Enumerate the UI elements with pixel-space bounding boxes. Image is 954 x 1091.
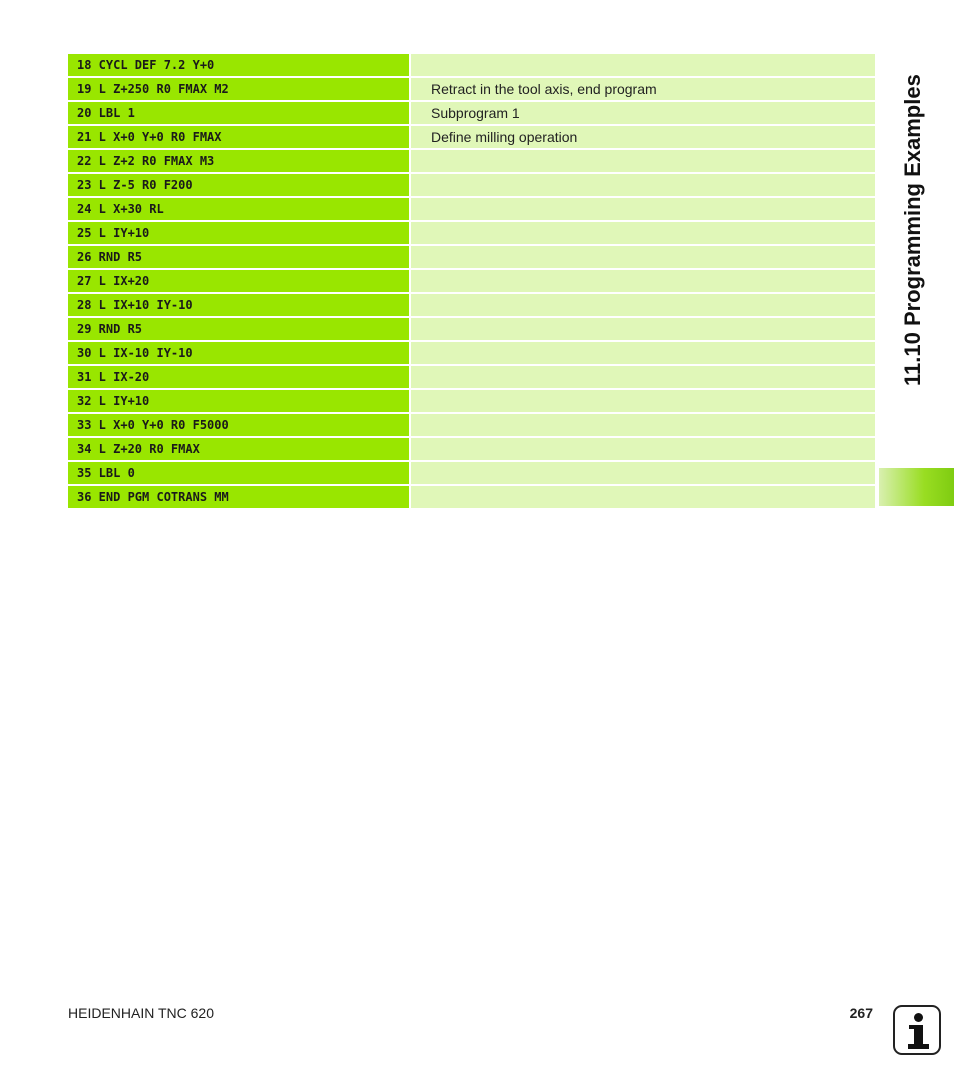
nc-code-cell: 36 END PGM COTRANS MM bbox=[68, 486, 409, 508]
table-row bbox=[68, 390, 875, 412]
table-row bbox=[68, 78, 875, 100]
description-cell bbox=[411, 342, 875, 364]
program-table bbox=[68, 54, 875, 510]
table-row bbox=[68, 54, 875, 76]
nc-code-cell: 26 RND R5 bbox=[68, 246, 409, 268]
table-row bbox=[68, 294, 875, 316]
table-row bbox=[68, 102, 875, 124]
description-cell bbox=[411, 198, 875, 220]
nc-code-cell: 30 L IX-10 IY-10 bbox=[68, 342, 409, 364]
nc-code-cell: 23 L Z-5 R0 F200 bbox=[68, 174, 409, 196]
nc-code-cell: 33 L X+0 Y+0 R0 F5000 bbox=[68, 414, 409, 436]
table-row bbox=[68, 270, 875, 292]
table-row bbox=[68, 318, 875, 340]
description-cell bbox=[411, 270, 875, 292]
description-cell: Retract in the tool axis, end program bbox=[411, 78, 875, 100]
description-cell bbox=[411, 366, 875, 388]
nc-code-cell: 31 L IX-20 bbox=[68, 366, 409, 388]
table-row bbox=[68, 342, 875, 364]
nc-code-cell: 32 L IY+10 bbox=[68, 390, 409, 412]
description-cell bbox=[411, 414, 875, 436]
description-cell: Define milling operation bbox=[411, 126, 875, 148]
nc-code-cell: 28 L IX+10 IY-10 bbox=[68, 294, 409, 316]
description-cell bbox=[411, 438, 875, 460]
description-cell bbox=[411, 390, 875, 412]
info-icon bbox=[893, 1005, 941, 1055]
nc-code-cell: 22 L Z+2 R0 FMAX M3 bbox=[68, 150, 409, 172]
description-cell bbox=[411, 150, 875, 172]
nc-code-cell: 27 L IX+20 bbox=[68, 270, 409, 292]
description-cell bbox=[411, 54, 875, 76]
description-cell: Subprogram 1 bbox=[411, 102, 875, 124]
table-row bbox=[68, 222, 875, 244]
table-row bbox=[68, 246, 875, 268]
table-row bbox=[68, 366, 875, 388]
table-row bbox=[68, 198, 875, 220]
nc-code-cell: 35 LBL 0 bbox=[68, 462, 409, 484]
nc-code-cell: 19 L Z+250 R0 FMAX M2 bbox=[68, 78, 409, 100]
description-cell bbox=[411, 462, 875, 484]
description-cell bbox=[411, 246, 875, 268]
nc-code-cell: 20 LBL 1 bbox=[68, 102, 409, 124]
section-side-title bbox=[888, 52, 938, 412]
description-cell bbox=[411, 486, 875, 508]
chapter-tab-marker bbox=[879, 468, 954, 506]
nc-code-cell: 21 L X+0 Y+0 R0 FMAX bbox=[68, 126, 409, 148]
table-row bbox=[68, 414, 875, 436]
table-row bbox=[68, 486, 875, 508]
section-title-text: 11.10 Programming Examples bbox=[900, 74, 925, 386]
table-row bbox=[68, 462, 875, 484]
nc-code-cell: 29 RND R5 bbox=[68, 318, 409, 340]
nc-code-cell: 18 CYCL DEF 7.2 Y+0 bbox=[68, 54, 409, 76]
table-row bbox=[68, 174, 875, 196]
description-cell bbox=[411, 294, 875, 316]
nc-code-cell: 24 L X+30 RL bbox=[68, 198, 409, 220]
page-number: 267 bbox=[849, 1005, 873, 1021]
description-cell bbox=[411, 174, 875, 196]
footer-product-name: HEIDENHAIN TNC 620 bbox=[68, 1005, 215, 1021]
nc-code-cell: 25 L IY+10 bbox=[68, 222, 409, 244]
description-cell bbox=[411, 318, 875, 340]
table-row bbox=[68, 150, 875, 172]
table-row bbox=[68, 126, 875, 148]
nc-code-cell: 34 L Z+20 R0 FMAX bbox=[68, 438, 409, 460]
table-row bbox=[68, 438, 875, 460]
description-cell bbox=[411, 222, 875, 244]
